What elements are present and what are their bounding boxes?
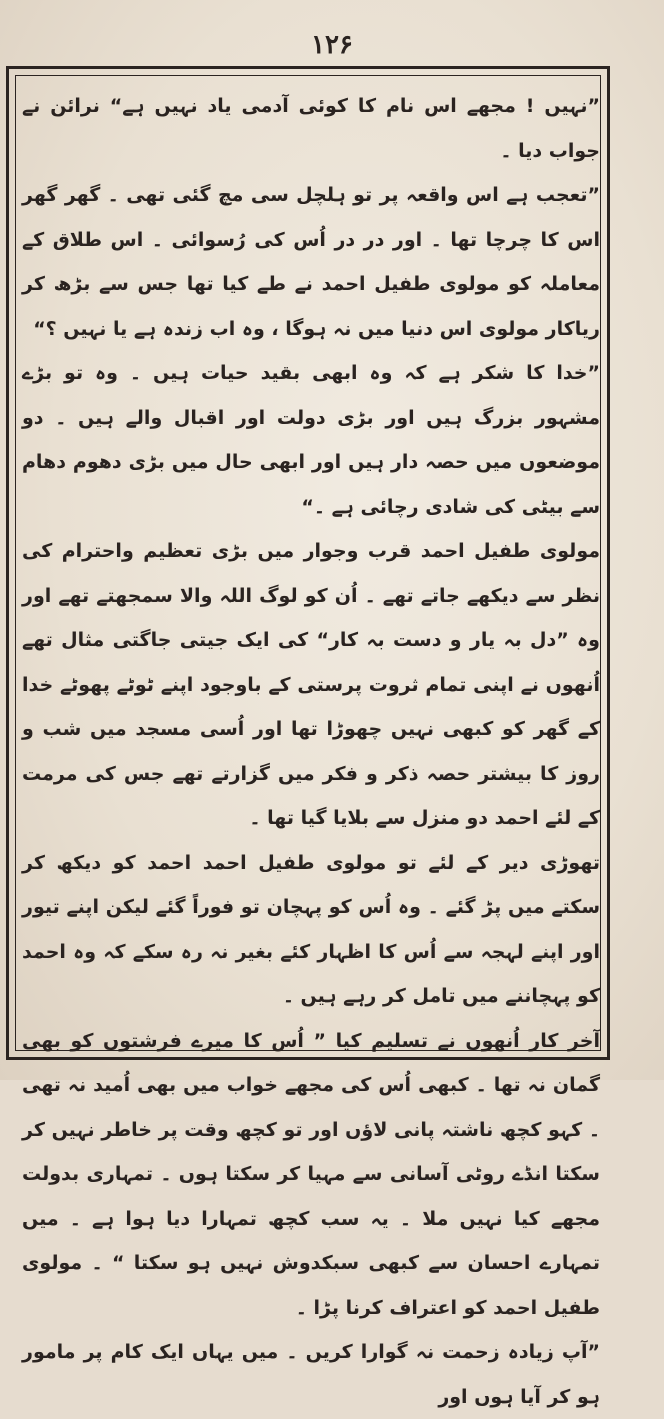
body-text [22, 84, 600, 1419]
paragraph-7: ”آپ زیادہ زحمت نہ گوارا کریں ۔ میں یہاں ایک کام پر مامور ہو کر آیا ہوں اور [22, 1341, 600, 1408]
paragraph-4: مولوی طفیل احمد قرب وجوار میں بڑی تعظیم واحترام کی نظر سے دیکھے جاتے تھے ۔ اُن کو لوگ اللہ والا سمجھتے تھے اور وہ ”دل بہ یار و دست بہ کار“ کی ایک جیتی جاگتی مثال تھے اُنھوں نے اپنی تمام ثروت پرستی کے باوجود اپنے ٹوٹے پھوٹے خدا کے گھر کو کبھی نہیں چھوڑا تھا اور اُسی مسجد میں شب و روز کا بیشتر حصہ ذکر و فکر میں گزارتے تھے جس کی مرمت کے لئے احمد دو منزل سے بلایا گیا تھا ۔ [22, 540, 600, 829]
paragraph-6: آخر کار اُنھوں نے تسلیم کیا ” اُس کا میرے فرشتوں کو بھی گمان نہ تھا ۔ کبھی اُس کی مجھے خواب میں بھی اُمید نہ تھی ۔ کہو کچھ ناشتہ پانی لاؤں اور تو کچھ وقت پر خاطر نہیں کر سکتا انڈے روٹی آسانی سے مہیا کر سکتا ہوں ۔ تمہاری بدولت مجھے کیا نہیں ملا ۔ یہ سب کچھ تمہارا دیا ہوا ہے ۔ میں تمہارے احسان سے کبھی سبکدوش نہیں ہو سکتا “ ۔ مولوی طفیل احمد کو اعتراف کرنا پڑا ۔ [22, 1029, 600, 1319]
paragraph-3: ”خدا کا شکر ہے کہ وہ ابھی بقید حیات ہیں ۔ وہ تو بڑے مشہور بزرگ ہیں اور بڑی دولت اور اقبال والے ہیں ۔ دو موضعوں میں حصہ دار ہیں اور ابھی حال میں بڑی دھوم دھام سے بیٹی کی شادی رچائی ہے ۔“ [22, 362, 600, 518]
paragraph-5: تھوڑی دیر کے لئے تو مولوی طفیل احمد احمد کو دیکھ کر سکتے میں پڑ گئے ۔ وہ اُس کو پہچان تو فوراً گئے لیکن اپنے تیور اور اپنے لہجہ سے اُس کا اظہار کئے بغیر نہ رہ سکے کہ وہ احمد کو پہچاننے میں تامل کر رہے ہیں ۔ [22, 851, 600, 1007]
page-number: ۱۲۶ [311, 30, 353, 60]
paragraph-2: ”تعجب ہے اس واقعہ پر تو ہلچل سی مچ گئی تھی ۔ گھر گھر اس کا چرچا تھا ۔ اور در در اُس کی رُسوائی ۔ اس طلاق کے معاملہ کو مولوی طفیل احمد نے طے کیا تھا جس سے بڑھ کر ریاکار مولوی اس دنیا میں نہ ہوگا ، وہ اب زندہ ہے یا نہیں ؟“ [22, 184, 600, 340]
paragraph-1: ”نہیں ! مجھے اس نام کا کوئی آدمی یاد نہیں ہے“ نرائن نے جواب دیا ۔ [22, 95, 600, 162]
